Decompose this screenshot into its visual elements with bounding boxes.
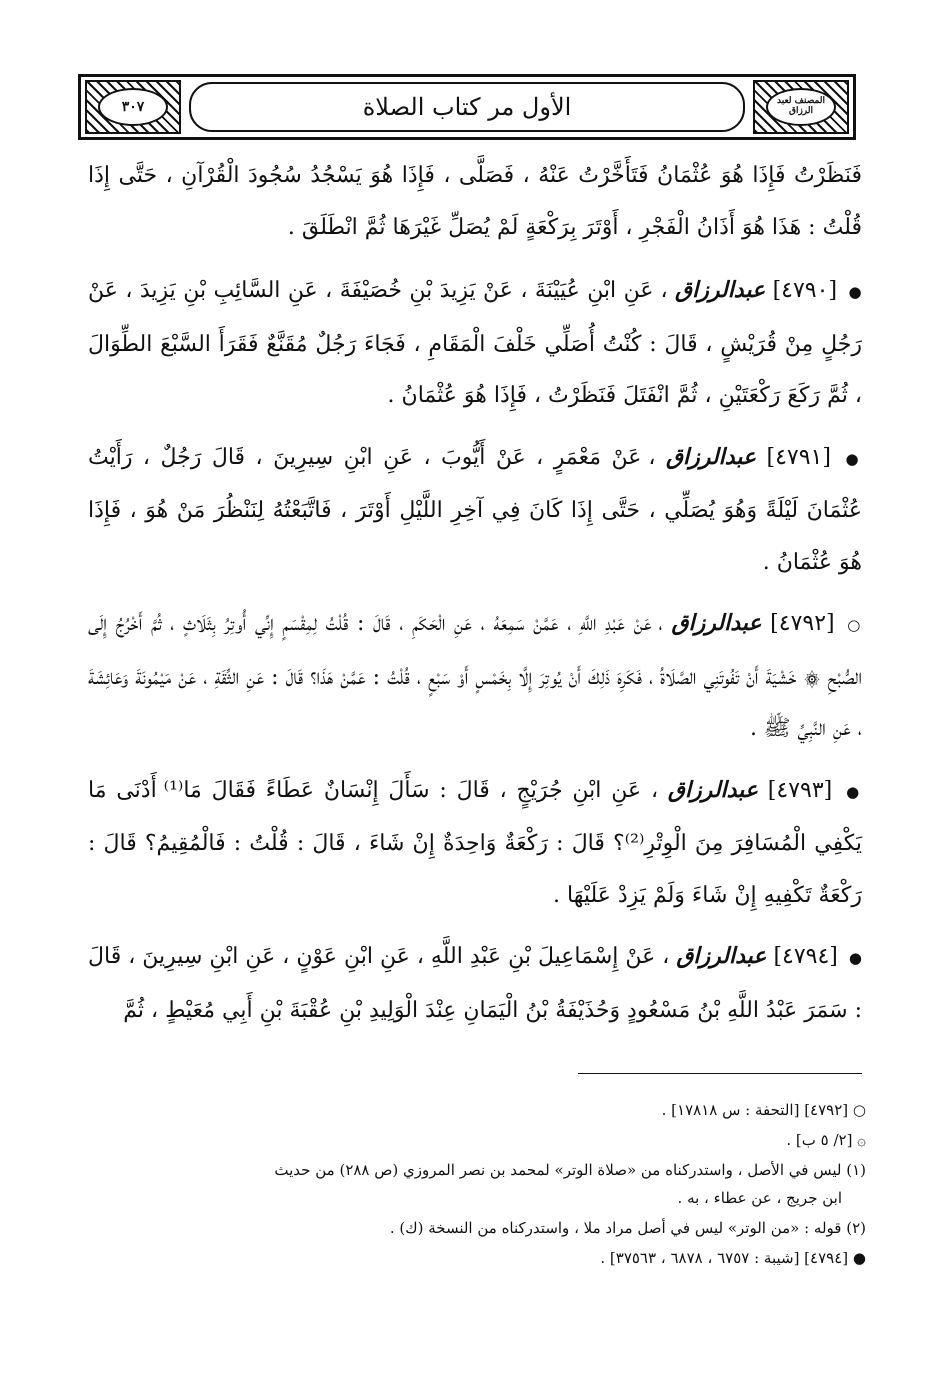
footnote-line: (١) ليس في الأصل ، واستدركناه من «صلاة الوتر» لمحمد بن نصر المروزي (ص ٢٨٨) من حديث bbox=[274, 1161, 866, 1179]
author-name: عبدالرزاق bbox=[675, 277, 766, 303]
hadith-paragraph bbox=[88, 432, 862, 589]
hadith-paragraph bbox=[88, 598, 862, 755]
author-name: عبدالرزاق bbox=[676, 943, 767, 969]
hadith-paragraph bbox=[88, 931, 862, 1036]
footnote-continuation: ابن جريج ، عن عطاء ، به . bbox=[677, 1189, 842, 1207]
author-name: عبدالرزاق bbox=[671, 610, 762, 636]
paragraph-text: ، عَنِ ابْنِ جُرَيْجٍ ، قَالَ : سَأَلَ إِنْسَانٌ عَطَاءً فَقَالَ مَا⁽¹⁾ أَدْنَى مَا يَكْفِي الْمُسَافِرَ مِنَ الْوِتْرِ⁽²⁾؟ قَالَ : رَكْعَةٌ وَاحِدَةٌ إِنْ شَاءَ ، قَالَ : قُلْتُ : فَالْمُقِيمُ؟ قَالَ : رَكْعَةٌ تَكْفِيهِ إِنْ شَاءَ وَلَمْ يَزِدْ عَلَيْهَا . bbox=[88, 777, 862, 908]
bullet-marker: ○ bbox=[847, 616, 863, 634]
page-number-ornament bbox=[85, 80, 181, 134]
hadith-paragraph bbox=[88, 150, 862, 253]
main-text bbox=[88, 150, 862, 1046]
bullet-marker: ● bbox=[848, 283, 863, 301]
paragraph-text: ، عَنْ مَعْمَرٍ ، عَنْ أَيُّوبَ ، عَنِ ابْنِ سِيرِينَ ، قَالَ رَجُلٌ ، رَأَيْتُ عُثْمَانَ لَيْلَةً وَهُوَ يُصَلِّي ، حَتَّى إِذَا كَانَ فِي آخِرِ اللَّيْلِ أَوْتَرَ ، فَاتَّبَعْتُهُ لِنَنْظُرَ مَنْ هُوَ ، فَإِذَا هُوَ عُثْمَانُ . bbox=[88, 444, 862, 575]
author-name: عبدالرزاق bbox=[667, 776, 758, 803]
footnote: ۞ [٢/ ٥ ب] . bbox=[786, 1131, 866, 1149]
bullet-marker: ● bbox=[848, 949, 862, 967]
paragraph-text: ، عَنْ عَبْدِ اللَّهِ ، عَمَّنْ سَمِعَهُ ، عَنِ الْحَكَمِ ، قَالَ : قُلْتُ لِمِقْسَمٍ إِنِّي أُوتِرُ بِثَلَاثٍ ، ثُمَّ أَخْرُجُ إِلَى الصُّبْحِ ۞ خَشْيَةَ أَنْ تَفُوتَنِي الصَّلَاةُ ، فَكَرِهَ ذَلِكَ أَنْ يُوتِرَ إِلَّا بِخَمْسٍ أَوْ سَبْعٍ ، قُلْتُ : عَمَّنْ هَذَا؟ قَالَ : عَنِ الثِّقَةِ ، عَنْ مَيْمُونَةَ وَعَائِشَةَ ، عَنِ النَّبِيِّ ﷺ . bbox=[88, 611, 862, 741]
paragraph-text: ، عَنِ ابْنِ عُيَيْنَةَ ، عَنْ يَزِيدَ بْنِ خُصَيْفَةَ ، عَنِ السَّائِبِ بْنِ يَزِيدَ ، عَنْ رَجُلٍ مِنْ قُرَيْشٍ ، قَالَ : كُنْتُ أُصَلِّي خَلْفَ الْمَقَامِ ، فَجَاءَ رَجُلٌ مُقَنَّعٌ فَقَرَأَ السَّبْعَ الطِّوَالَ ، ثُمَّ رَكَعَ رَكْعَتَيْنِ ، ثُمَّ انْفَتَلَ فَنَظَرْتُ ، فَإِذَا هُوَ عُثْمَانُ . bbox=[88, 278, 862, 408]
page-header bbox=[78, 74, 856, 140]
footnote: (٢) قوله : «من الوتر» ليس في أصل مراد ملا ، واستدركناه من النسخة (ك) . bbox=[389, 1219, 866, 1237]
running-title: الأول مر كتاب الصلاة bbox=[189, 82, 745, 132]
paragraph-text: فَنَظَرْتُ فَإِذَا هُوَ عُثْمَانُ فَتَأَخَّرْتُ عَنْهُ ، فَصَلَّى ، فَإِذَا هُوَ يَسْجُدُ سُجُودَ الْقُرْآنِ ، حَتَّى إِذَا قُلْتُ : هَذَا هُوَ أَذَانُ الْفَجْرِ ، أَوْتَرَ بِرَكْعَةٍ لَمْ يُصَلِّ غَيْرَهَا ثُمَّ انْطَلَقَ . bbox=[88, 163, 862, 240]
hadith-paragraph bbox=[88, 765, 862, 922]
page-number: ٣٠٧ bbox=[98, 88, 168, 126]
footnote-divider bbox=[578, 1073, 862, 1074]
hadith-number: [٤٧٩٢] bbox=[770, 611, 835, 636]
footnote bbox=[70, 1156, 866, 1212]
hadith-number: [٤٧٩١] bbox=[766, 444, 831, 470]
footnote: ○ [٤٧٩٢] [التحفة : س ١٧٨١٨] . bbox=[661, 1101, 866, 1119]
hadith-number: [٤٧٩٤] bbox=[773, 944, 838, 969]
hadith-number: [٤٧٩٣] bbox=[767, 777, 833, 803]
book-logo: المصنف لعبد الرزاق bbox=[766, 88, 836, 126]
footnotes bbox=[70, 1094, 866, 1274]
hadith-paragraph bbox=[88, 265, 862, 422]
bullet-marker: ● bbox=[845, 449, 863, 468]
paragraph-text: ، عَنْ إِسْمَاعِيلَ بْنِ عَبْدِ اللَّهِ ، عَنِ ابْنِ عَوْنٍ ، عَنِ ابْنِ سِيرِينَ ، قَالَ : سَمَرَ عَبْدُ اللَّهِ بْنُ مَسْعُودٍ وَحُذَيْفَةُ بْنُ الْيَمَانِ عِنْدَ الْوَلِيدِ بْنِ عُقْبَةَ بْنِ أَبِي مُعَيْطٍ ، ثُمَّ bbox=[88, 944, 862, 1023]
author-name: عبدالرزاق bbox=[665, 443, 757, 470]
bullet-marker: ● bbox=[846, 782, 862, 801]
footnote: ● [٤٧٩٤] [شيبة : ٦٧٥٧ ، ٦٨٧٨ ، ٣٧٥٦٣] . bbox=[600, 1249, 866, 1267]
hadith-number: [٤٧٩٠] bbox=[772, 278, 838, 303]
logo-ornament bbox=[753, 80, 849, 134]
